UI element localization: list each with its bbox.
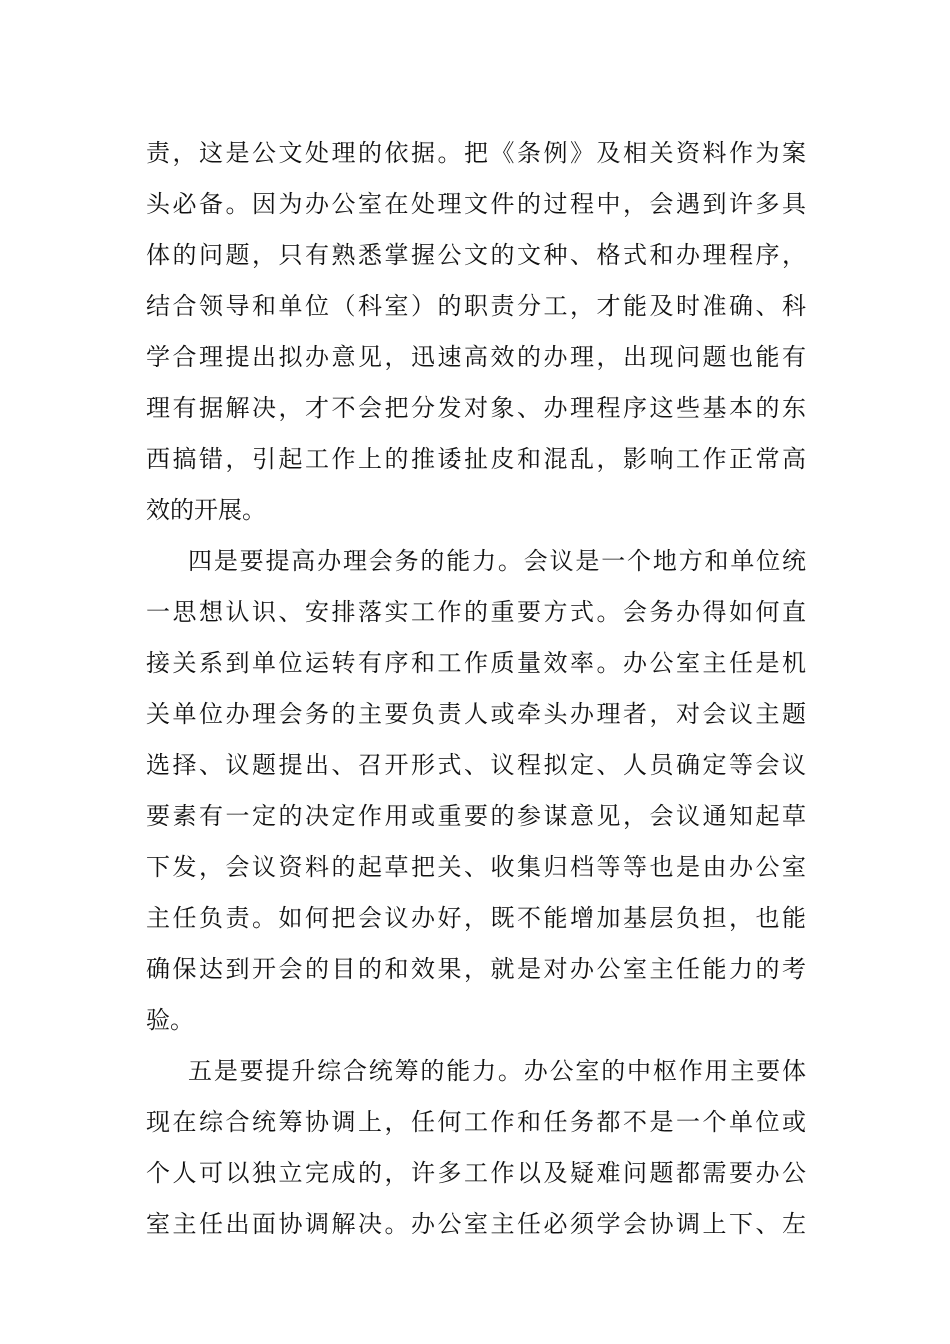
text-line: 四是要提高办理会务的能力。会议是一个地方和单位统 bbox=[188, 547, 806, 575]
text-line: 个人可以独立完成的，许多工作以及疑难问题都需要办公 bbox=[146, 1159, 806, 1187]
text-line: 确保达到开会的目的和效果，就是对办公室主任能力的考 bbox=[146, 955, 806, 983]
text-line: 验。 bbox=[146, 1006, 194, 1034]
text-line: 结合领导和单位（科室）的职责分工，才能及时准确、科 bbox=[146, 292, 806, 320]
document-body bbox=[146, 128, 806, 1250]
text-line: 头必备。因为办公室在处理文件的过程中，会遇到许多具 bbox=[146, 190, 806, 218]
text-line: 主任负责。如何把会议办好，既不能增加基层负担，也能 bbox=[146, 904, 806, 932]
text-line: 接关系到单位运转有序和工作质量效率。办公室主任是机 bbox=[146, 649, 806, 677]
text-line: 效的开展。 bbox=[146, 496, 266, 524]
text-line: 要素有一定的决定作用或重要的参谋意见，会议通知起草 bbox=[146, 802, 806, 830]
text-line: 理有据解决，才不会把分发对象、办理程序这些基本的东 bbox=[146, 394, 806, 422]
text-line: 五是要提升综合统筹的能力。办公室的中枢作用主要体 bbox=[188, 1057, 806, 1085]
text-line: 一思想认识、安排落实工作的重要方式。会务办得如何直 bbox=[146, 598, 806, 626]
text-line: 学合理提出拟办意见，迅速高效的办理，出现问题也能有 bbox=[146, 343, 806, 371]
text-line: 现在综合统筹协调上，任何工作和任务都不是一个单位或 bbox=[146, 1108, 806, 1136]
text-line: 责，这是公文处理的依据。把《条例》及相关资料作为案 bbox=[146, 139, 806, 167]
text-line: 室主任出面协调解决。办公室主任必须学会协调上下、左 bbox=[146, 1210, 806, 1238]
text-line: 选择、议题提出、召开形式、议程拟定、人员确定等会议 bbox=[146, 751, 806, 779]
text-line: 下发，会议资料的起草把关、收集归档等等也是由办公室 bbox=[146, 853, 806, 881]
text-line: 体的问题，只有熟悉掌握公文的文种、格式和办理程序， bbox=[146, 241, 806, 269]
text-line: 关单位办理会务的主要负责人或牵头办理者，对会议主题 bbox=[146, 700, 806, 728]
text-line: 西搞错，引起工作上的推诿扯皮和混乱，影响工作正常高 bbox=[146, 445, 806, 473]
